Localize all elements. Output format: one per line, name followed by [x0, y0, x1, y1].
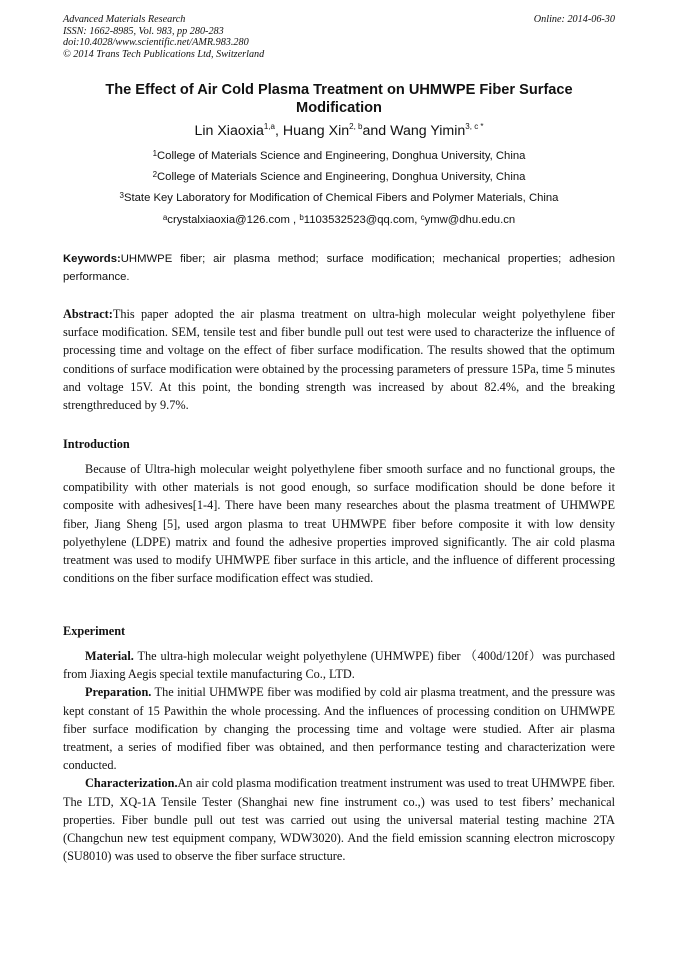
paragraph: Because of Ultra-high molecular weight polyethylene fiber smooth surface and no functional groups, the compatibility with other materials is not good enough, so surface modification should be done before it composite with adhesives[1-4]. There have been many researches about the plasma treatment of UHMWPE fiber, Jiang Sheng [5], used argon plasma to treat UHMWPE fiber before composite it with low density polyethylene (LDPE) matrix and found the adhesive properties improved significantly. The air cold plasma treatment was used to modify UHMWPE fiber surface in this article, and the influence of different processing conditions on the fiber surface modification effect was studied. [63, 462, 615, 586]
email-superscript: c [420, 213, 425, 222]
section-heading: Experiment [63, 624, 126, 638]
keywords [63, 250, 615, 286]
paragraph-label: Characterization. [85, 776, 178, 791]
email-superscript: b [299, 213, 304, 222]
paragraph [63, 774, 615, 865]
abstract-label: Abstract: [63, 307, 113, 321]
author-name: Huang Xin [282, 123, 350, 139]
paper-title: The Effect of Air Cold Plasma Treatment on UHMWPE Fiber Surface Modification [105, 82, 573, 116]
affiliation [63, 150, 615, 162]
affiliation-superscript: 1 [152, 149, 158, 158]
issn-line: ISSN: 1662-8985, Vol. 983, pp 280-283 [63, 25, 224, 37]
author-separator: and [362, 123, 391, 139]
email-superscript: a [162, 213, 168, 222]
paragraph-label: Preparation. [85, 685, 152, 700]
author-name: Lin Xiaoxia [194, 123, 264, 139]
affiliation-superscript: 3 [119, 191, 124, 200]
paragraph-text: The initial UHMWPE fiber was modified by cold air plasma treatment, and the pressure was kept constant of 15 Pawithin the whole processing. And the influences of processing condition on UHMWPE fiber surface modification by changing the processing time and voltage were studied. After air plasma treatment, a series of modified fiber was obtained, and then performance testing and characterization were conducted. [63, 685, 615, 773]
affiliation-text: College of Materials Science and Engineering, Donghua University, China [157, 150, 526, 162]
affiliation-text: College of Materials Science and Engineering, Donghua University, China [157, 171, 526, 183]
email-address[interactable]: ymw@dhu.edu.cn [424, 214, 516, 226]
section-heading: Introduction [63, 437, 130, 451]
experiment-section [63, 624, 615, 639]
journal-name: Advanced Materials Research [63, 14, 186, 25]
email-address[interactable]: 1103532523@qq.com, [303, 214, 421, 226]
affiliation-text: State Key Laboratory for Modification of Chemical Fibers and Polymer Materials, China [123, 192, 559, 204]
keywords-label: Keywords: [63, 253, 121, 265]
experiment-body [63, 647, 615, 865]
journal-header [63, 14, 264, 60]
paragraph-text: The ultra-high molecular weight polyethylene (UHMWPE) fiber （400d/120f）was purchased from Jiaxing Aegis special textile manufacturing Co., LTD. [63, 649, 615, 682]
affiliation [63, 171, 615, 183]
abstract-text: This paper adopted the air plasma treatment on ultra-high molecular weight polyethylene fiber surface modification. SEM, tensile test and fiber bundle pull out test were used to characterize the influence of processing time and voltage on the effect of fiber surface modification. The results showed that the optimum conditions of surface modification were obtained by the processing parameters of pressure 15Pa, time 5 minutes and voltage 15V. At this point, the bonding strength was increased by about 82.4%, and the breaking strengthreduced by 9.7%. [63, 307, 615, 413]
paragraph [63, 647, 615, 683]
author-superscript: 3, c * [465, 122, 484, 131]
affiliation-superscript: 2 [152, 170, 158, 179]
email-line [63, 214, 615, 226]
affiliation [63, 192, 615, 204]
author-separator: , [275, 123, 283, 139]
doi-line: doi:10.4028/www.scientific.net/AMR.983.280 [63, 37, 249, 49]
author-line [63, 123, 615, 139]
email-address[interactable]: crystalxiaoxia@126.com , [167, 214, 300, 226]
author-name: Wang Yimin [390, 123, 466, 139]
introduction-section [63, 437, 615, 452]
abstract [63, 305, 615, 414]
paragraph [63, 683, 615, 774]
copyright-line: © 2014 Trans Tech Publications Ltd, Switzerland [63, 48, 265, 60]
author-superscript: 1,a [263, 122, 275, 131]
paragraph-text: An air cold plasma modification treatment instrument was used to treat UHMWPE fiber. The LTD, XQ-1A Tensile Tester (Shanghai new fine instrument co.,) was used to test fibers’ mechanical properties. Fiber bundle pull out test was carried out using the universal material testing machine 2TA (Changchun new test equipment company, WDW3020). And the field emission scanning electron microscopy (SU8010) was used to observe the fiber surface structure. [63, 776, 615, 864]
keywords-text: UHMWPE fiber; air plasma method; surface modification; mechanical properties; adhesion performance. [63, 253, 615, 283]
paragraph-label: Material. [85, 649, 134, 663]
author-superscript: 2, b [349, 122, 363, 131]
introduction-body [63, 460, 615, 587]
online-date: Online: 2014-06-30 [533, 14, 615, 25]
